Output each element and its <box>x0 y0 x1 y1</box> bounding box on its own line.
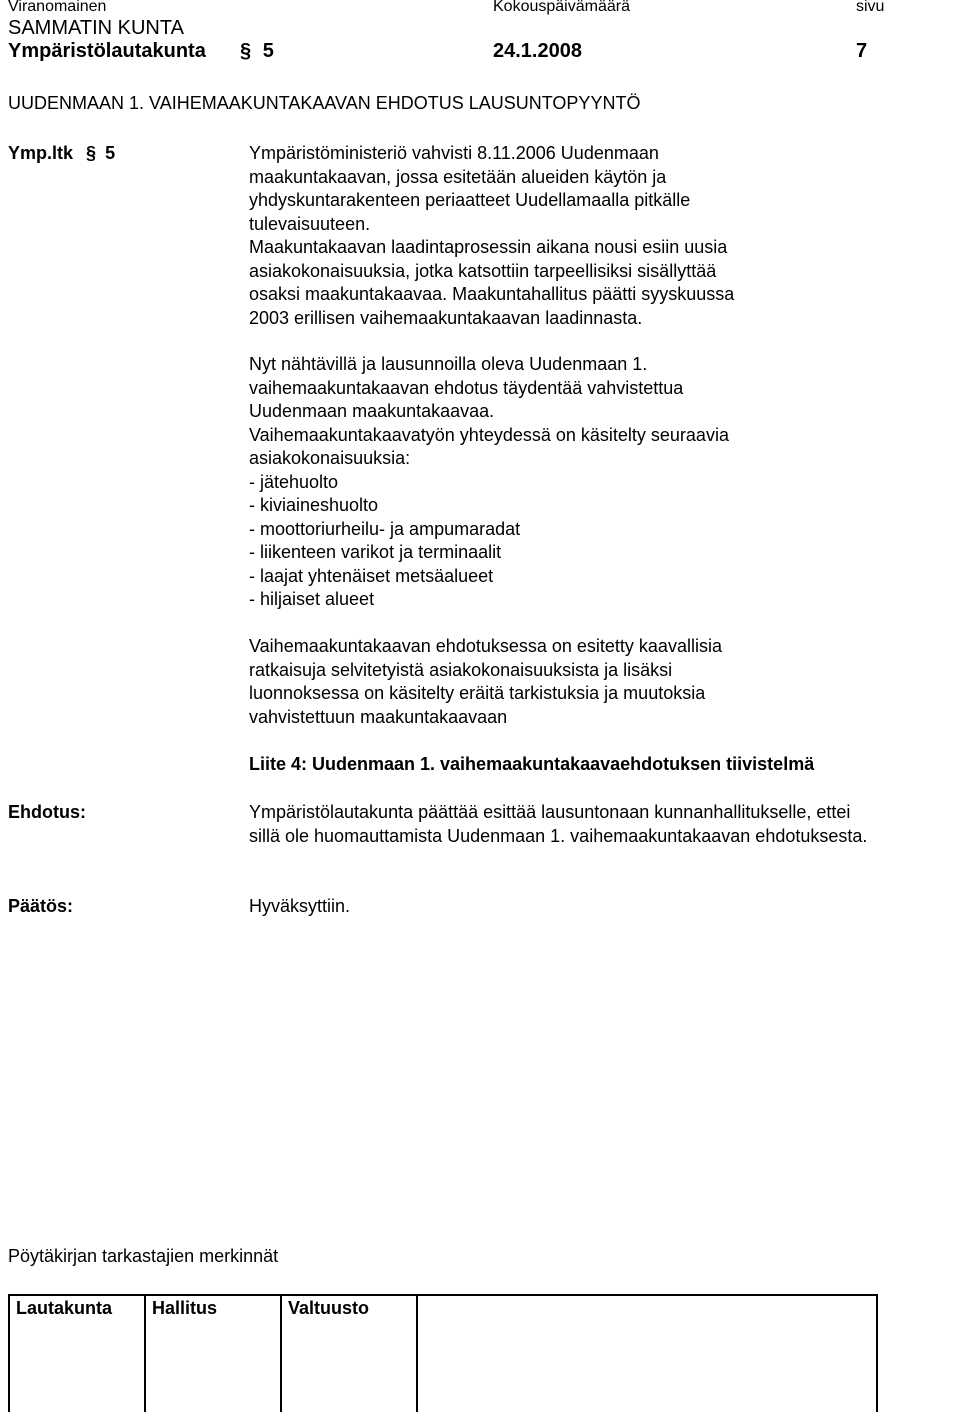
meeting-date: 24.1.2008 <box>493 40 582 62</box>
text-line: Nyt nähtävillä ja lausunnoilla oleva Uudenmaan 1. <box>249 354 648 374</box>
document-title: UUDENMAAN 1. VAIHEMAAKUNTAKAAVAN EHDOTUS LAUSUNTOPYYNTÖ <box>8 93 641 113</box>
section-sign: § <box>240 40 252 62</box>
item-number: 5 <box>105 143 116 163</box>
text-line: sillä ole huomauttamista Uudenmaan 1. vaihemaakuntakaavan ehdotuksesta. <box>249 825 868 846</box>
list-item: - kiviaineshuolto <box>249 495 379 515</box>
text-line: yhdyskuntarakenteen periaatteet Uudellamaalla pitkälle <box>249 190 691 210</box>
column-hallitus: Hallitus <box>145 1295 281 1412</box>
proposal-label: Ehdotus: <box>8 802 86 822</box>
header-meeting-date-label: Kokouspäivämäärä <box>493 0 630 15</box>
section-field <box>240 40 274 63</box>
text-line: ratkaisuja selvitetyistä asiakokonaisuuksista ja lisäksi <box>249 659 673 680</box>
text-line: asiakokonaisuuksia, jotka katsottiin tarpeellisiksi sisällyttää <box>249 260 717 281</box>
proposal-text <box>249 801 867 848</box>
column-valtuusto: Valtuusto <box>281 1295 417 1412</box>
paragraph-proposal-content <box>249 635 722 729</box>
board-name: Ympäristölautakunta <box>8 40 206 62</box>
item-prefix: Ymp.ltk <box>8 143 74 163</box>
decision-label: Päätös: <box>8 896 74 916</box>
text-line: vahvistettuun maakuntakaavaan <box>249 706 508 727</box>
paragraph-background <box>249 142 734 330</box>
text-line: Maakuntakaavan laadintaprosessin aikana nousi esiin uusia <box>249 237 728 257</box>
text-line: vaihemaakuntakaavan ehdotus täydentää vahvistettua <box>249 377 684 398</box>
text-line: Vaihemaakuntakaavan ehdotuksessa on esitetty kaavallisia <box>249 636 722 656</box>
column-lautakunta: Lautakunta <box>9 1295 145 1412</box>
item-reference <box>8 142 115 166</box>
header-authority-label: Viranomainen <box>8 0 107 15</box>
decision-text: Hyväksyttiin. <box>249 896 351 916</box>
text-line: 2003 erillisen vaihemaakuntakaavan laadinnasta. <box>249 307 643 328</box>
text-line: luonnoksessa on käsitelty eräitä tarkistuksia ja muutoksia <box>249 683 706 703</box>
header-page-label: sivu <box>856 0 885 15</box>
text-line: Ympäristölautakunta päättää esittää lausuntonaan kunnanhallitukselle, ettei <box>249 802 851 822</box>
section-number: 5 <box>262 40 274 62</box>
reviewer-marks-table <box>8 1294 878 1412</box>
text-line: Vaihemaakuntakaavatyön yhteydessä on käsitelty seuraavia <box>249 424 729 445</box>
page-number: 7 <box>856 40 868 62</box>
attachment-reference: Liite 4: Uudenmaan 1. vaihemaakuntakaavaehdotuksen tiivistelmä <box>249 754 815 774</box>
list-item: - laajat yhtenäiset metsäalueet <box>249 565 494 586</box>
list-item: - liikenteen varikot ja terminaalit <box>249 542 502 562</box>
item-section-sign: § <box>86 143 97 163</box>
text-line: tulevaisuuteen. <box>249 213 371 234</box>
list-item: - hiljaiset alueet <box>249 589 375 609</box>
municipality-name: SAMMATIN KUNTA <box>8 17 184 39</box>
paragraph-topics <box>249 353 729 612</box>
text-line: osaksi maakuntakaavaa. Maakuntahallitus päätti syyskuussa <box>249 284 735 304</box>
footer-heading: Pöytäkirjan tarkastajien merkinnät <box>8 1246 279 1266</box>
text-line: asiakokonaisuuksia: <box>249 448 411 468</box>
list-item: - jätehuolto <box>249 471 339 492</box>
column-blank <box>417 1295 877 1412</box>
text-line: Ympäristöministeriö vahvisti 8.11.2006 Uudenmaan <box>249 143 659 163</box>
text-line: maakuntakaavan, jossa esitetään alueiden käytön ja <box>249 166 667 187</box>
text-line: Uudenmaan maakuntakaavaa. <box>249 401 495 421</box>
list-item: - moottoriurheilu- ja ampumaradat <box>249 518 521 539</box>
